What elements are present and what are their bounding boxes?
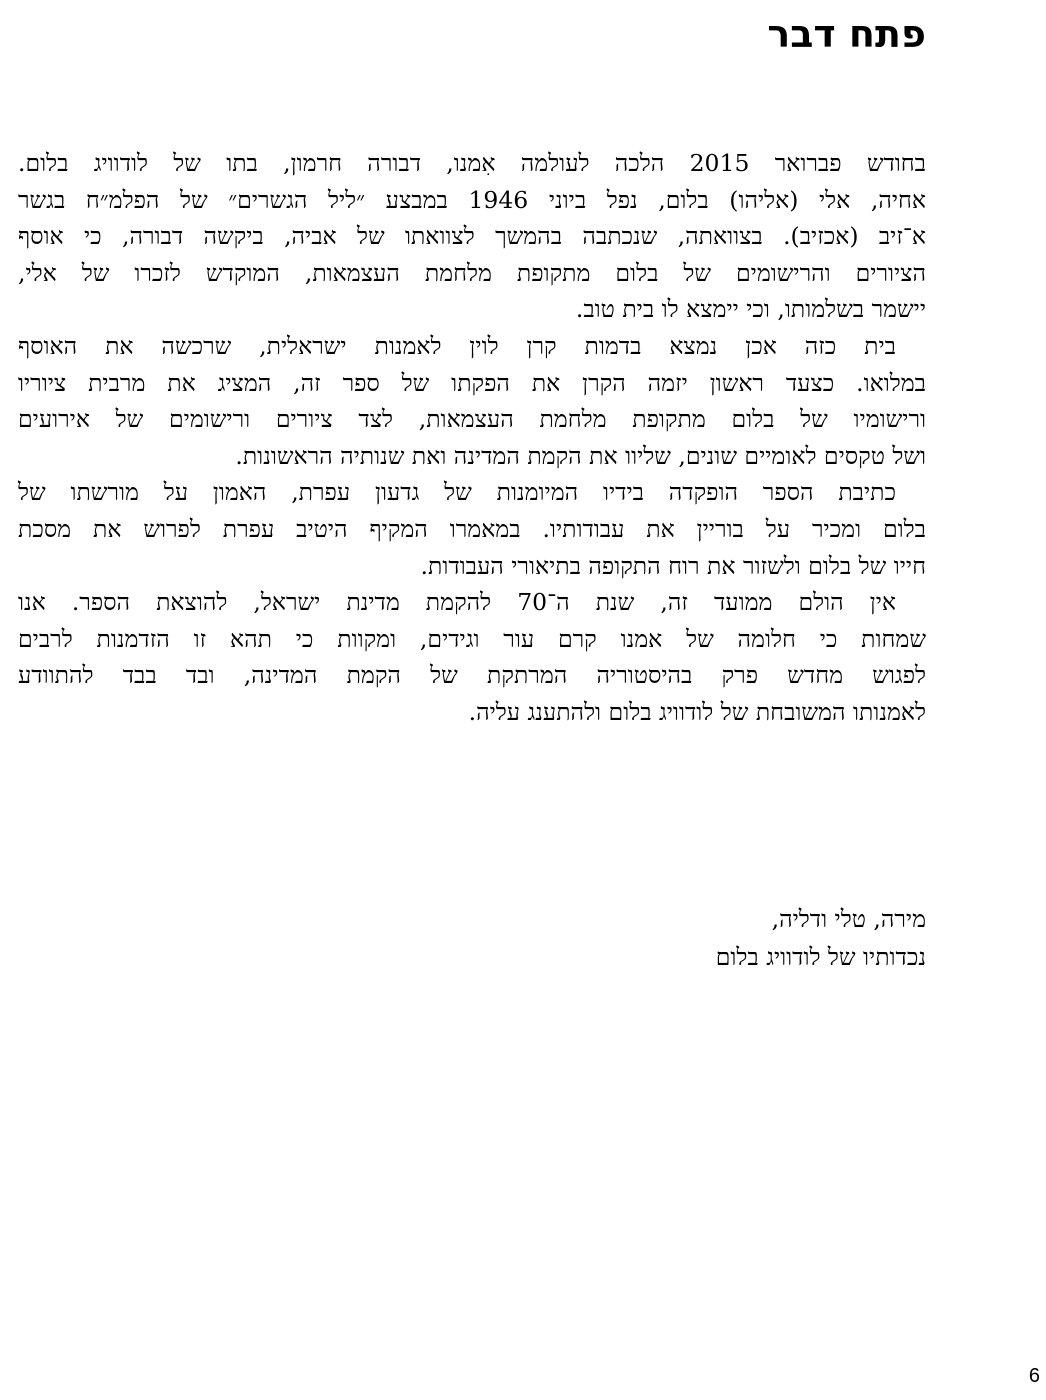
text-line: שמחות כי חלומה של אמנו קרם עור וגידים, ומקוות כי תהא זו הזדמנות לרבים [18, 624, 926, 653]
text-line: כתיבת הספר הופקדה בידיו המיומנות של גדעון עפרת, האמון על מורשתו של [18, 478, 896, 507]
text-line: בלום ומכיר על בוריין את עבודותיו. במאמרו המקיף היטיב עפרת לפרוש את מסכת [18, 514, 926, 543]
text-line: במלואו. כצעד ראשון יזמה הקרן את הפקתו של ספר זה, המציג את מרבית ציוריו [18, 368, 926, 397]
text-line: א־זיב (אכזיב). בצוואתה, שנכתבה בהמשך לצוואתו של אביה, ביקשה דבורה, כי אוסף [18, 222, 926, 251]
text-line: אין הולם ממועד זה, שנת ה־70 להקמת מדינת ישראל, להוצאת הספר. אנו [18, 588, 896, 617]
text-line: בחודש פברואר 2015 הלכה לעולמה אִמנו, דבורה חרמון, בתו של לודוויג בלום. [18, 149, 927, 177]
signature-block [716, 900, 926, 976]
text-line: יישמר בשלמותו, וכי יימצא לו בית טוב. [575, 295, 926, 324]
body-text [18, 145, 926, 731]
text-line: ושל טקסים לאומיים שונים, שליוו את הקמת המדינה ואת שנותיה הראשונות. [235, 441, 926, 470]
text-line: הציורים והרישומים של בלום מתקופת מלחמת העצמאות, המוקדש לזכרו של אלי, [18, 258, 926, 287]
signature-relation: נכדותיו של לודוויג בלום [715, 943, 926, 971]
text-line: לאמנותו המשובחת של לודוויג בלום ולהתענג עליה. [468, 697, 926, 726]
text-line: ורישומיו של בלום מתקופת מלחמת העצמאות, לצד ציורים ורישומים של אירועים [18, 405, 926, 434]
text-line: בית כזה אכן נמצא בדמות קרן לוין לאמנות ישראלית, שרכשה את האוסף [18, 331, 896, 360]
page-number: 6 [1028, 1365, 1040, 1387]
page-title: פתח דבר [767, 12, 926, 56]
signature-names: מירה, טלי ודליה, [771, 905, 926, 933]
text-line: לפגוש מחדש פרק בהיסטוריה המרתקת של הקמת המדינה, ובד בבד להתוודע [18, 661, 926, 690]
text-line: אחיה, אלי (אליהו) בלום, נפל ביוני 1946 במבצע ״ליל הגשרים״ של הפלמ״ח בגשר [18, 185, 927, 214]
text-line: חייו של בלום ולשזור את רוח התקופה בתיאורי העבודות. [420, 551, 926, 580]
